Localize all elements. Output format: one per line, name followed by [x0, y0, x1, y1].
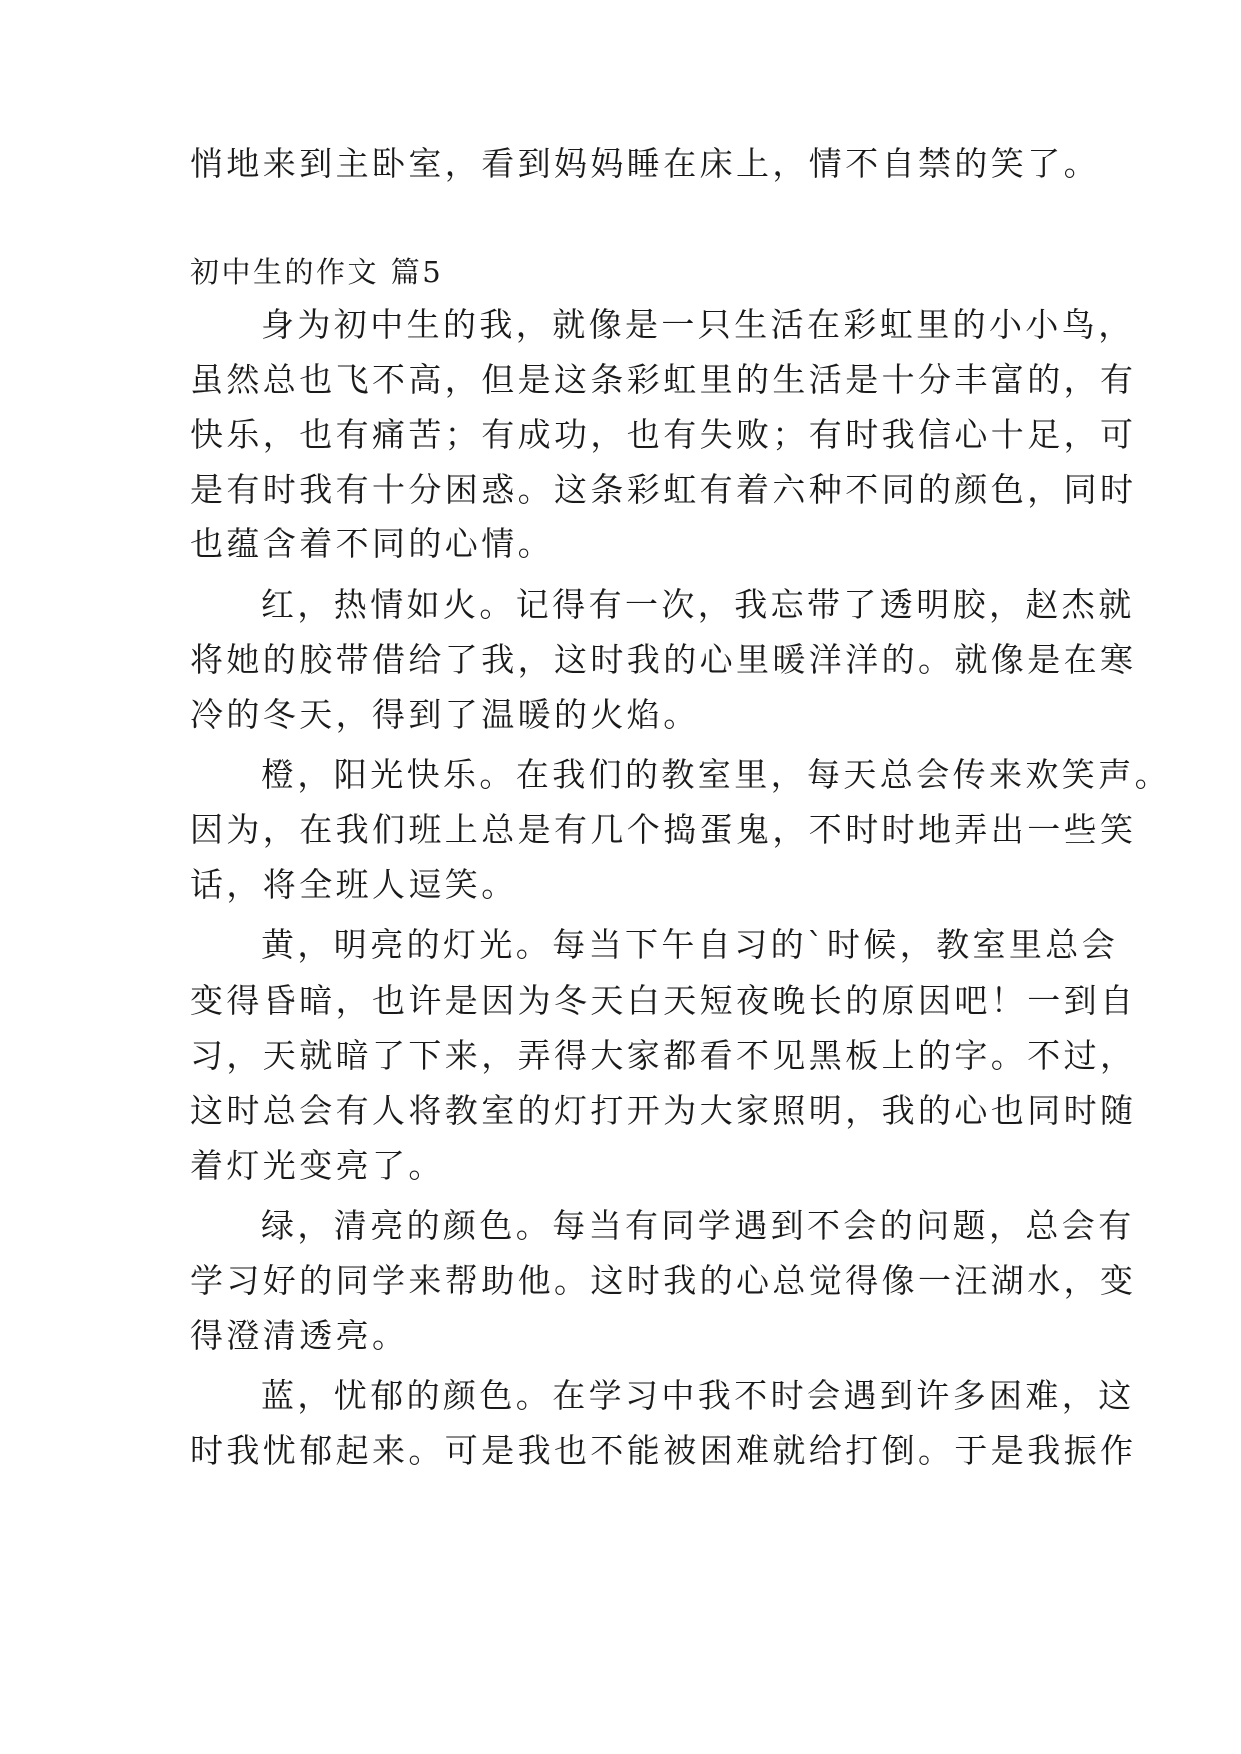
paragraph-line: 是有时我有十分困惑。这条彩虹有着六种不同的颜色，同时 — [190, 470, 1137, 509]
paragraph-line: 虽然总也飞不高，但是这条彩虹里的生活是十分丰富的，有 — [190, 360, 1137, 399]
paragraph-line: 着灯光变亮了。 — [190, 1146, 445, 1185]
paragraph-line: 绿，清亮的颜色。每当有同学遇到不会的问题，总会有 — [261, 1206, 1135, 1245]
paragraph-line: 橙，阳光快乐。在我们的教室里，每天总会传来欢笑声。 — [261, 755, 1171, 794]
paragraph-line: 变得昏暗，也许是因为冬天白天短夜晚长的原因吧！一到自 — [190, 981, 1137, 1020]
paragraph-line: 将她的胶带借给了我，这时我的心里暖洋洋的。就像是在寒 — [190, 640, 1137, 679]
paragraph-line: 学习好的同学来帮助他。这时我的心总觉得像一汪湖水，变 — [190, 1261, 1137, 1300]
paragraph-line: 时我忧郁起来。可是我也不能被困难就给打倒。于是我振作 — [190, 1431, 1137, 1470]
paragraph-line: 快乐，也有痛苦；有成功，也有失败；有时我信心十足，可 — [190, 415, 1137, 454]
paragraph-line: 蓝，忧郁的颜色。在学习中我不时会遇到许多困难，这 — [261, 1376, 1135, 1415]
paragraph-line: 红，热情如火。记得有一次，我忘带了透明胶，赵杰就 — [261, 585, 1135, 624]
paragraph-line: 也蕴含着不同的心情。 — [190, 524, 554, 563]
carryover-line: 悄地来到主卧室，看到妈妈睡在床上，情不自禁的笑了。 — [190, 144, 1100, 183]
paragraph-line: 因为，在我们班上总是有几个捣蛋鬼，不时时地弄出一些笑 — [190, 810, 1137, 849]
paragraph-line: 身为初中生的我，就像是一只生活在彩虹里的小小鸟， — [261, 305, 1135, 344]
paragraph-line: 黄，明亮的灯光。每当下午自习的`时候，教室里总会 — [261, 925, 1119, 964]
paragraph-line: 得澄清透亮。 — [190, 1316, 409, 1355]
paragraph-line: 习，天就暗了下来，弄得大家都看不见黑板上的字。不过， — [190, 1036, 1137, 1075]
paragraph-line: 这时总会有人将教室的灯打开为大家照明，我的心也同时随 — [190, 1091, 1137, 1130]
paragraph-line: 冷的冬天，得到了温暖的火焰。 — [190, 695, 700, 734]
paragraph-line: 话，将全班人逗笑。 — [190, 865, 518, 904]
section-heading: 初中生的作文 篇5 — [190, 255, 444, 289]
